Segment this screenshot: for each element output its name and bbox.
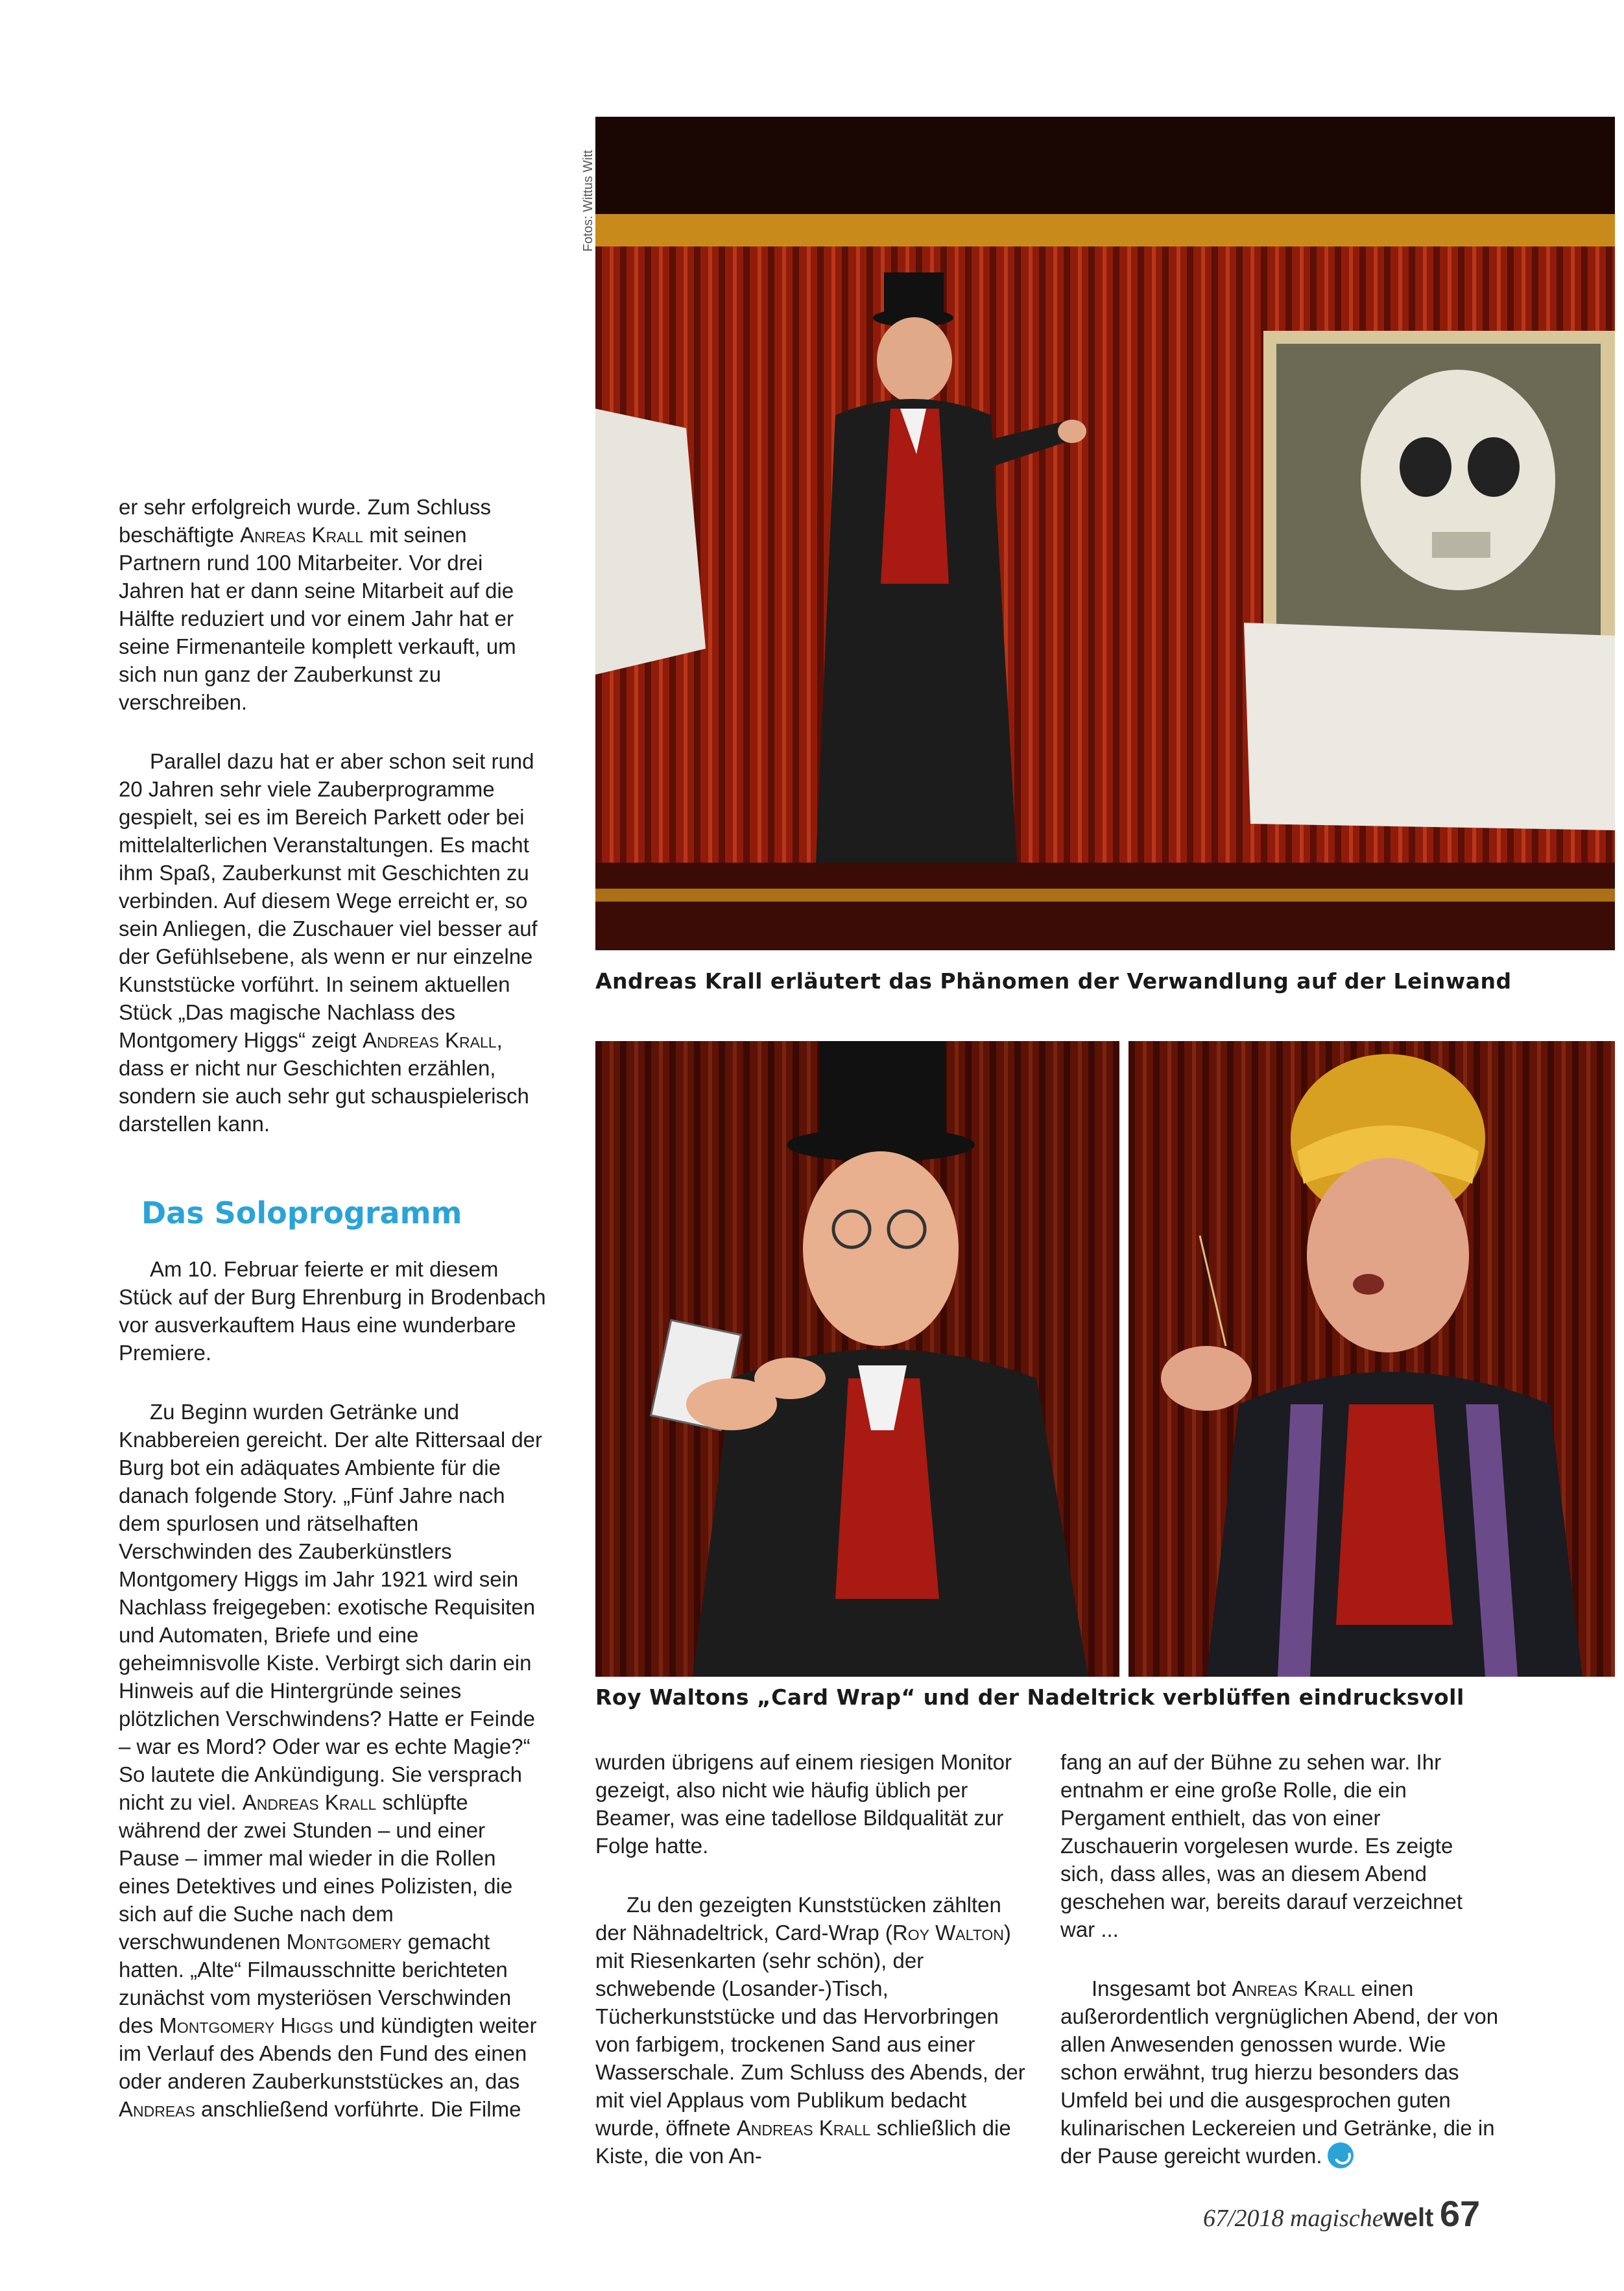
caption-top: Andreas Krall erläutert das Phänomen der Verwandlung auf der Leinwand bbox=[595, 968, 1512, 994]
paragraph: Insgesamt bot Anreas Krall einen außerordentlich vergnüglichen Abend, der von allen Anwesenden genossen wurde. Wie schon erwähnt, trug hierzu besonders das Umfeld bei und die ausgesprochen guten kulinarischen Leckereien und Getränke, die in der Pause gereicht wurden. bbox=[1060, 1976, 1499, 2168]
stage-photo-illustration bbox=[595, 117, 1615, 950]
right-column bbox=[1060, 1748, 1501, 2201]
page-footer bbox=[1203, 2192, 1480, 2235]
paragraph: wurden übrigens auf einem riesigen Monitor gezeigt, also nicht wie häufig üblich per Beamer, was eine tadellose Bildqualität zur Folge hatte. bbox=[595, 1750, 1012, 1858]
end-mark-icon bbox=[1328, 2142, 1354, 2168]
left-column bbox=[119, 493, 550, 1169]
nadeltrick-photo-illustration bbox=[1128, 1041, 1615, 1677]
card-wrap-photo-illustration bbox=[595, 1041, 1119, 1677]
photo-nadeltrick bbox=[1128, 1041, 1615, 1677]
photo-card-wrap bbox=[595, 1041, 1119, 1677]
photo-credit: Fotos: Wittus Witt bbox=[581, 150, 595, 252]
photo-stage-leinwand bbox=[595, 117, 1615, 950]
section-heading: Das Soloprogramm bbox=[141, 1195, 462, 1230]
paragraph: fang an auf der Bühne zu sehen war. Ihr entnahm er eine große Rolle, die ein Pergament enthielt, das von einer Zuschauerin vorgelesen wurde. Es zeigte sich, dass alles, was an diesem Abend geschehen war, bereits darauf verzeichnet war ... bbox=[1060, 1750, 1463, 1941]
left-column-lower bbox=[119, 1255, 550, 2154]
issue-label: 67/2018 magische bbox=[1203, 2205, 1383, 2232]
paragraph: Am 10. Februar feierte er mit diesem Stück auf der Burg Ehrenburg in Brodenbach vor ausverkauftem Haus eine wunderbare Premiere. bbox=[119, 1257, 546, 1365]
paragraph: er sehr erfolgreich wurde. Zum Schluss beschäftigte Anreas Krall mit seinen Partnern rund 100 Mitarbeiter. Vor drei Jahren hat er dann seine Mitarbeit auf die Hälfte reduziert und vor einem Jahr hat er seine Firmenanteile komplett verkauft, um sich nun ganz der Zauberkunst zu verschreiben. bbox=[119, 495, 516, 714]
paragraph: Zu Beginn wurden Getränke und Knabbereien gereicht. Der alte Rittersaal der Burg bot ein adäquates Ambiente für die danach folgende Story. „Fünf Jahre nach dem spurlosen und rätselhaften Verschwinden des Zauberkünstlers Montgomery Higgs im Jahr 1921 wird sein Nachlass freigegeben: exotische Requisiten und Automaten, Briefe und eine geheimnisvolle Kiste. Verbirgt sich darin ein Hinweis auf die Hintergründe seines plötzlichen Verschwindens? Hatte er Feinde – war es Mord? Oder war es echte Magie?“ So lautete die Ankündigung. Sie versprach nicht zu viel. Andreas Krall schlüpfte während der zwei Stunden – und einer Pause – immer mal wieder in die Rollen eines Detektives und eines Polizisten, die sich auf die Suche nach dem verschwundenen Montgomery gemacht hatten. „Alte“ Filmausschnitte berichteten zunächst vom mysteriösen Verschwinden des Montgomery Higgs und kündigten weiter im Verlauf des Abends den Fund des einen oder anderen Zauberkunststückes an, das Andreas anschließend vorführte. Die Filme bbox=[119, 1400, 543, 2121]
page-number: 67 bbox=[1439, 2193, 1481, 2234]
middle-column bbox=[595, 1748, 1036, 2201]
caption-bottom: Roy Waltons „Card Wrap“ und der Nadeltrick verblüffen eindrucksvoll bbox=[595, 1685, 1464, 1710]
paragraph: Parallel dazu hat er aber schon seit rund 20 Jahren sehr viele Zauberprogramme gespielt, sei es im Bereich Parkett oder bei mittelalterlichen Veranstaltungen. Es macht ihm Spaß, Zauberkunst mit Geschichten zu verbinden. Auf diesem Wege erreicht er, so sein Anliegen, die Zuschauer viel besser auf der Gefühlsebene, als wenn er nur einzelne Kunststücke vorführt. In seinem aktuellen Stück „Das magische Nachlass des Montgomery Higgs“ zeigt Andreas Krall, dass er nicht nur Geschichten erzählen, sondern sie auch sehr gut schauspielerisch darstellen kann. bbox=[119, 749, 538, 1136]
magazine-brand: welt bbox=[1383, 2203, 1434, 2232]
paragraph: Zu den gezeigten Kunststücken zählten der Nähnadeltrick, Card-Wrap (Roy Walton) mit Riesenkarten (sehr schön), der schwebende (Losander-)Tisch, Tücherkunststücke und das Hervorbringen von farbigem, trockenen Sand aus einer Wasserschale. Zum Schluss des Abends, der mit viel Applaus vom Publikum bedacht wurde, öffnete Andreas Krall schließlich die Kiste, die von An- bbox=[595, 1893, 1025, 2168]
